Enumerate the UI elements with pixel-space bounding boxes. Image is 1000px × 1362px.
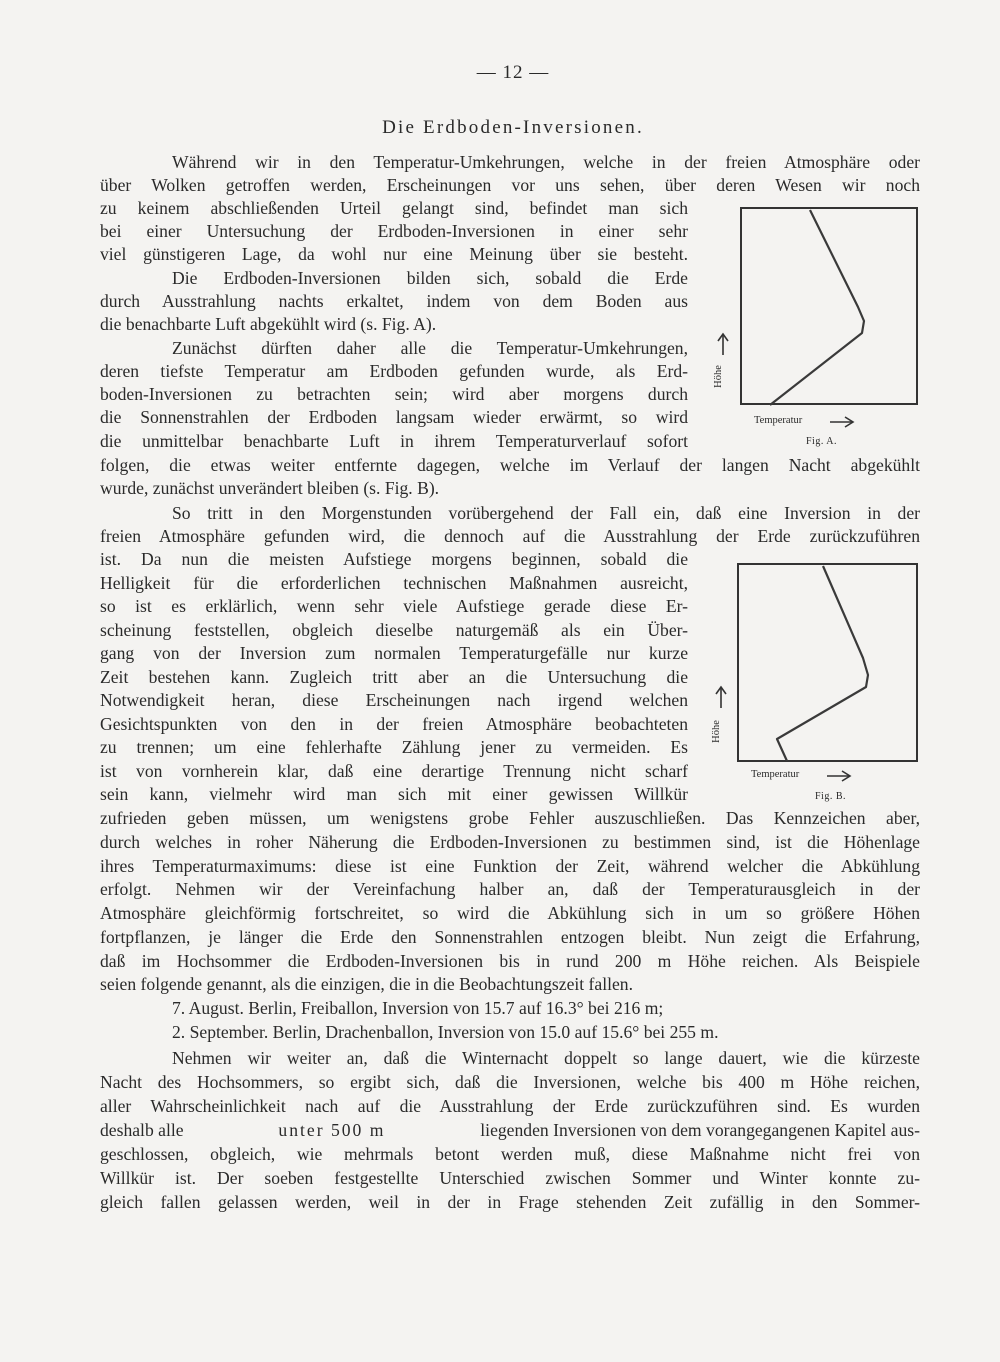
text-line: boden-Inversionen zu betrachten sein; wird aber morgens durch [100,384,688,404]
figure-b-frame [738,564,917,761]
text-line: die benachbarte Luft abgekühlt wird (s. Fig. A). [100,314,437,334]
text-line: sein kann, vielmehr wird man sich mit einer gewissen Willkür [100,784,688,804]
text-line: daß im Hochsommer die Erdboden-Inversionen bis in rund 200 m Höhe reichen. Als Beispiele [100,951,920,971]
text-line: Die Erdboden-Inversionen bilden sich, sobald die Erde [172,268,688,288]
text-line: ihres Temperaturmaximums: diese ist eine Funktion der Zeit, während welcher die Abkühlung [100,856,920,876]
text-line: gang von der Inversion zum normalen Temperaturgefälle nur kurze [100,643,688,663]
text-line: die Sonnenstrahlen der Erdboden langsam wieder erwärmt, so wird [100,407,688,427]
text-line: so ist es erklärlich, wenn sehr viele Aufstiege gerade diese Er- [100,596,688,616]
text-line: zufrieden geben müssen, um wenigstens grobe Fehler auszuschließen. Das Kennzeichen aber, [100,808,920,828]
text-line: Nehmen wir weiter an, daß die Winternacht doppelt so lange dauert, wie die kürzeste [172,1048,920,1068]
text-line: Nacht des Hochsommers, so ergibt sich, daß die Inversionen, welche bis 400 m Höhe reichen, [100,1072,920,1092]
text-line: durch Ausstrahlung nachts erkaltet, indem von dem Boden aus [100,291,688,311]
text-line: Atmosphäre gleichförmig fortschreitet, so wird die Abkühlung sich in um so größere Höhen [100,903,920,923]
text-line: Zeit bestehen kann. Zugleich tritt aber an die Untersuchung die [100,667,688,687]
text-line: seien folgende genannt, als die einzigen, die in die Beobachtungszeit fallen. [100,974,634,994]
text-line: aller Wahrscheinlichkeit nach auf die Ausstrahlung der Erde zurückzuführen sind. Es wurden [100,1096,920,1116]
figure-a-temperature-curve [770,210,864,405]
text-line: geschlossen, obgleich, wie mehrmals betont werden muß, diese Maßnahme nicht frei von [100,1144,920,1164]
arrow-up-icon [716,332,730,356]
text-segment: liegenden Inversionen von dem vorangegangenen Kapitel aus- [480,1120,920,1140]
figure-b-y-label: Höhe [710,720,722,743]
text-line: Gesichtspunkten von den in der freien Atmosphäre beobachteten [100,714,688,734]
text-line: zu trennen; um eine fehlerhafte Zählung jener zu vermeiden. Es [100,737,688,757]
text-line: So tritt in den Morgenstunden vorübergehend der Fall ein, daß eine Inversion in der [172,503,920,523]
text-line: folgen, die etwas weiter entfernte dagegen, welche im Verlauf der langen Nacht abgekühlt [100,455,920,475]
example-line: 7. August. Berlin, Freiballon, Inversion von 15.7 auf 16.3° bei 216 m; [172,998,664,1018]
section-heading: Die Erdboden-Inversionen. [382,117,644,138]
text-line: erfolgt. Nehmen wir der Vereinfachung halber an, daß der Temperaturausgleich in der [100,879,920,899]
figure-b-x-label: Temperatur [751,769,800,780]
arrow-right-icon [826,770,852,782]
figure-b-temperature-curve [777,566,868,761]
text-line [100,1119,920,1142]
text-line: Willkür ist. Der soeben festgestellte Unterschied zwischen Sommer und Winter konnte zu- [100,1168,920,1188]
figure-a-graph [740,207,920,407]
figure-a-caption: Fig. A. [806,436,838,447]
spaced-text-segment: unter 500 m [278,1120,386,1140]
text-line: Notwendigkeit heran, diese Erscheinungen nach irgend welchen [100,690,688,710]
text-line: deren tiefste Temperatur am Erdboden gefunden wurde, als Erd- [100,361,688,381]
text-line: freien Atmosphäre gefunden wird, die dennoch auf die Ausstrahlung der Erde zurückzuführen [100,526,920,546]
text-line: Während wir in den Temperatur-Umkehrungen, welche in der freien Atmosphäre oder [172,152,920,172]
text-segment: deshalb alle [100,1120,184,1140]
figure-b-caption: Fig. B. [815,791,847,802]
text-line: fortpflanzen, je länger die Erde den Sonnenstrahlen entzogen bleibt. Nun zeigt die Erfahrung, [100,927,920,947]
text-line: zu keinem abschließenden Urteil gelangt sind, befindet man sich [100,198,688,218]
text-line: bei einer Untersuchung der Erdboden-Inversionen in einer sehr [100,221,688,241]
arrow-right-icon [829,416,855,428]
figure-a-frame [741,208,917,404]
text-line: ist. Da nun die meisten Aufstiege morgens beginnen, sobald die [100,549,688,569]
figure-a-x-label: Temperatur [754,415,803,426]
text-line: Zunächst dürften daher alle die Temperatur-Umkehrungen, [172,338,688,358]
text-line: Helligkeit für die erforderlichen technischen Maßnahmen ausreicht, [100,573,688,593]
figure-a [740,207,920,407]
example-line: 2. September. Berlin, Drachenballon, Inversion von 15.0 auf 15.6° bei 255 m. [172,1022,719,1042]
text-line: die unmittelbar benachbarte Luft in ihrem Temperaturverlauf sofort [100,431,688,451]
figure-b-graph [737,563,919,763]
text-line: ist von vornherein klar, daß eine derartige Trennung nicht scharf [100,761,688,781]
text-line: gleich fallen gelassen werden, weil in der in Frage stehenden Zeit zufällig in den Sommer- [100,1192,920,1212]
page-number: — 12 — [476,62,550,83]
text-line: scheinung feststellen, obgleich dieselbe naturgemäß als ein Über- [100,620,688,640]
text-line: viel günstigeren Lage, da wohl nur eine Meinung über sie besteht. [100,244,688,264]
text-line: über Wolken getroffen werden, Erscheinungen vor uns sehen, über deren Wesen wir noch [100,175,920,195]
figure-a-y-label: Höhe [712,365,724,388]
text-line: durch welches in roher Näherung die Erdboden-Inversionen zu bestimmen sind, ist die Höhenlage [100,832,920,852]
text-line: wurde, zunächst unverändert bleiben (s. Fig. B). [100,478,440,498]
arrow-up-icon [714,685,728,709]
figure-b [737,563,919,763]
